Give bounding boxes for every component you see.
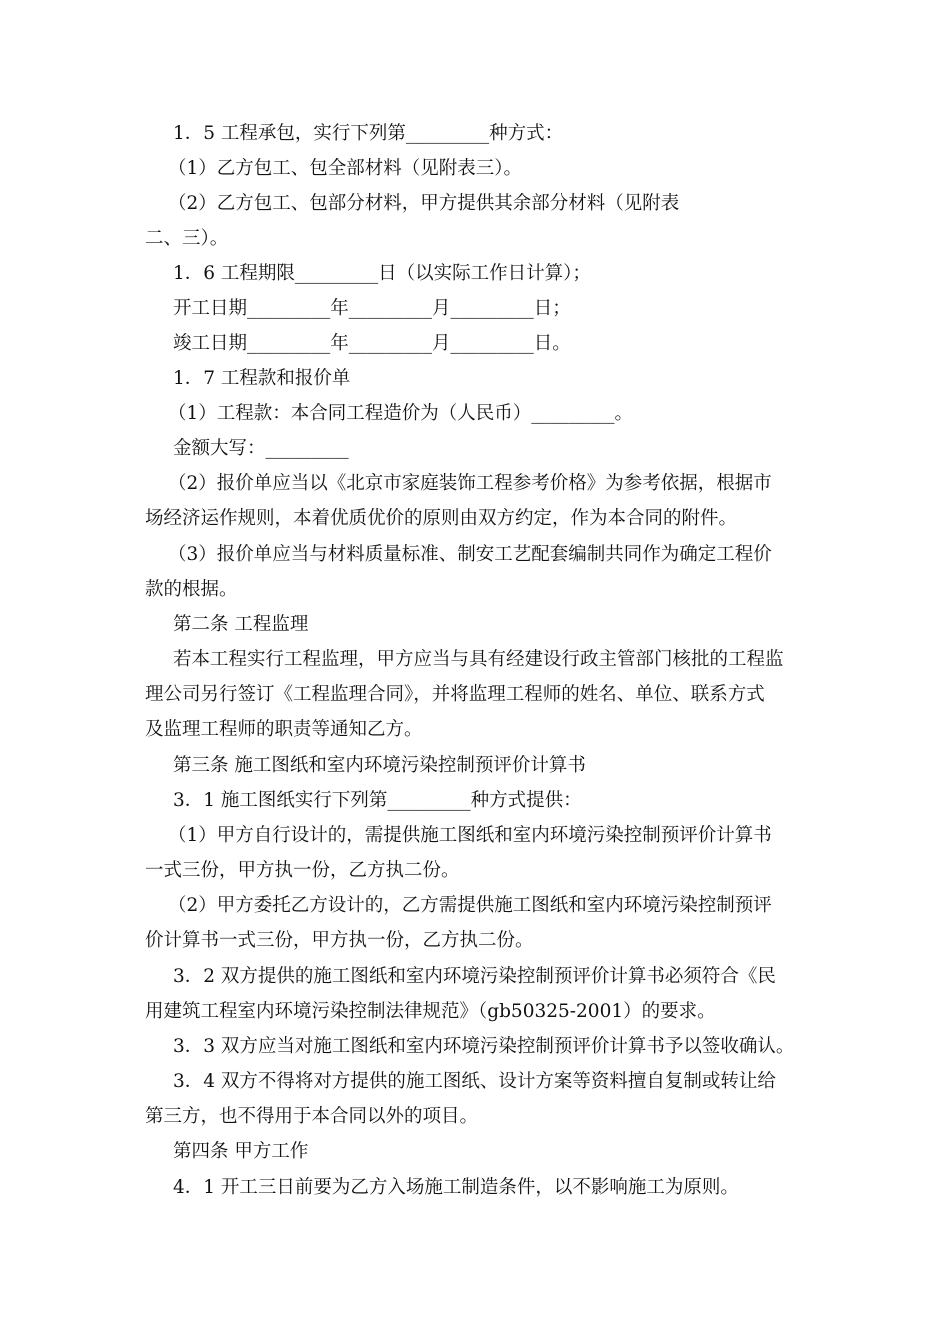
clause-1-7-item-3-cont: 款的根据。 [145,579,238,600]
clause-1-6: 1．6 工程期限_________日（以实际工作日计算）； [173,263,591,284]
clause-1-5-option-1: （1）乙方包工、包全部材料（见附表三）。 [168,158,523,179]
clause-1-5: 1．5 工程承包，实行下列第_________种方式： [173,123,564,144]
clause-3-1-option-1: （1）甲方自行设计的，需提供施工图纸和室内环境污染控制预评价计算书 [168,825,772,846]
clause-3-4-cont: 第三方，也不得用于本合同以外的项目。 [145,1106,479,1127]
clause-4-1: 4．1 开工三日前要为乙方入场施工制造条件，以不影响施工为原则。 [173,1177,739,1198]
clause-3-1: 3．1 施工图纸实行下列第_________种方式提供： [173,790,582,811]
clause-1-7: 1．7 工程款和报价单 [173,368,351,389]
completion-date: 竣工日期_________年_________月_________日。 [173,333,571,354]
clause-1-5-option-2-cont: 二、三）。 [145,228,229,249]
clause-3-4: 3．4 双方不得将对方提供的施工图纸、设计方案等资料擅自复制或转让给 [173,1071,776,1092]
clause-3-1-option-1-cont: 一式三份，甲方执一份，乙方执二份。 [145,860,460,881]
clause-1-7-item-3: （3）报价单应当与材料质量标准、制安工艺配套编制共同作为确定工程价 [168,544,772,565]
clause-3-2-cont: 用建筑工程室内环境污染控制法律规范》（gb50325-2001）的要求。 [145,1001,716,1022]
clause-1-5-option-2: （2）乙方包工、包部分材料，甲方提供其余部分材料（见附表 [168,193,680,214]
clause-3-1-option-2: （2）甲方委托乙方设计的，乙方需提供施工图纸和室内环境污染控制预评 [168,895,772,916]
article-4-heading: 第四条 甲方工作 [173,1141,309,1162]
clause-3-2: 3．2 双方提供的施工图纸和室内环境污染控制预评价计算书必须符合《民 [173,966,776,987]
clause-3-3: 3．3 双方应当对施工图纸和室内环境污染控制预评价计算书予以签收确认。 [173,1036,795,1057]
amount-in-words: 金额大写：_________ [173,438,349,459]
clause-1-7-item-2-cont: 场经济运作规则，本着优质优价的原则由双方约定，作为本合同的附件。 [145,508,738,529]
article-3-heading: 第三条 施工图纸和室内环境污染控制预评价计算书 [173,755,586,776]
clause-1-7-item-2: （2）报价单应当以《北京市家庭装饰工程参考价格》为参考依据，根据市 [168,473,772,494]
clause-3-1-option-2-cont: 价计算书一式三份，甲方执一份，乙方执二份。 [145,930,534,951]
article-2-heading: 第二条 工程监理 [173,614,309,635]
clause-1-7-item-1: （1）工程款：本合同工程造价为（人民币）_________。 [168,403,634,424]
article-2-body-cont-1: 理公司另行签订《工程监理合同》，并将监理工程师的姓名、单位、联系方式 [145,684,765,705]
start-date: 开工日期_________年_________月_________日； [173,298,571,319]
article-2-body: 若本工程实行工程监理，甲方应当与具有经建设行政主管部门核批的工程监 [173,649,784,670]
article-2-body-cont-2: 及监理工程师的职责等通知乙方。 [145,719,423,740]
